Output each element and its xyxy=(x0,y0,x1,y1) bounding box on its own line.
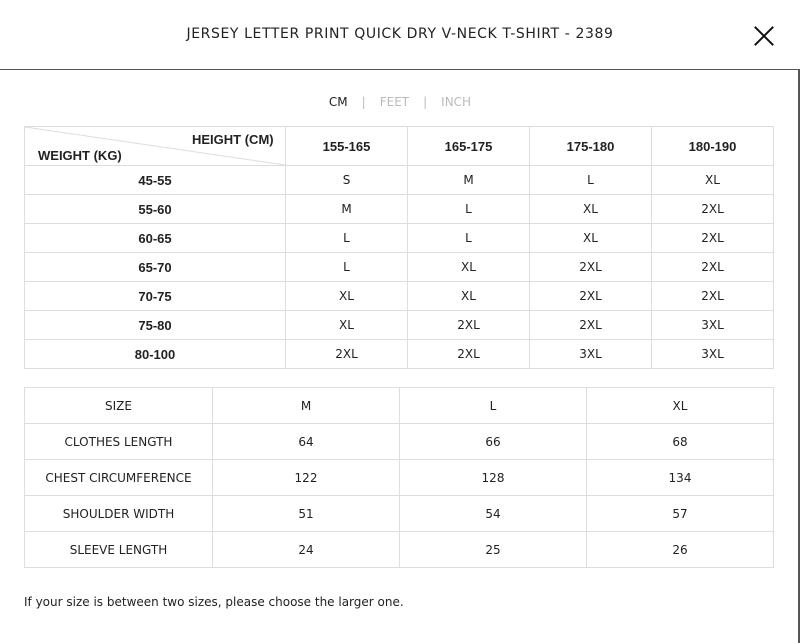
size-cell: 2XL xyxy=(530,253,652,282)
weight-range-cell: 60-65 xyxy=(25,224,286,253)
table-row xyxy=(25,166,774,195)
measurement-value: 64 xyxy=(213,424,400,460)
measurement-value: 122 xyxy=(213,460,400,496)
measurement-value: 26 xyxy=(587,532,774,568)
weight-range-cell: 80-100 xyxy=(25,340,286,369)
modal-header xyxy=(0,0,800,70)
size-cell: L xyxy=(286,224,408,253)
measurement-value: 24 xyxy=(213,532,400,568)
measurement-value: 54 xyxy=(400,496,587,532)
table-row xyxy=(25,282,774,311)
size-cell: M xyxy=(408,166,530,195)
weight-range-cell: 45-55 xyxy=(25,166,286,195)
size-cell: 2XL xyxy=(408,340,530,369)
measurement-value: 134 xyxy=(587,460,774,496)
size-cell: L xyxy=(408,195,530,224)
size-column-header: XL xyxy=(587,388,774,424)
size-cell: 2XL xyxy=(652,282,774,311)
weight-range-cell: 65-70 xyxy=(25,253,286,282)
table-row xyxy=(25,224,774,253)
measurement-value: 66 xyxy=(400,424,587,460)
size-column-header: M xyxy=(213,388,400,424)
measurement-value: 68 xyxy=(587,424,774,460)
size-cell: XL xyxy=(408,282,530,311)
table-row xyxy=(25,195,774,224)
size-cell: 2XL xyxy=(652,224,774,253)
height-range-header: 155-165 xyxy=(286,127,408,166)
size-cell: 2XL xyxy=(530,282,652,311)
weight-range-cell: 75-80 xyxy=(25,311,286,340)
size-advice-note: If your size is between two sizes, please choose the larger one. xyxy=(24,595,404,609)
size-cell: 2XL xyxy=(286,340,408,369)
size-cell: 2XL xyxy=(530,311,652,340)
measurement-value: 51 xyxy=(213,496,400,532)
measurement-value: 25 xyxy=(400,532,587,568)
size-cell: 3XL xyxy=(652,311,774,340)
weight-range-cell: 70-75 xyxy=(25,282,286,311)
weight-range-cell: 55-60 xyxy=(25,195,286,224)
size-cell: 2XL xyxy=(652,195,774,224)
unit-cm[interactable]: CM xyxy=(328,95,348,109)
size-header-label: SIZE xyxy=(25,388,213,424)
size-cell: 2XL xyxy=(652,253,774,282)
unit-divider: | xyxy=(361,95,366,109)
measurement-label: SLEEVE LENGTH xyxy=(25,532,213,568)
measurements-table xyxy=(24,387,774,568)
size-cell: 3XL xyxy=(652,340,774,369)
measurement-value: 57 xyxy=(587,496,774,532)
size-cell: XL xyxy=(652,166,774,195)
size-cell: XL xyxy=(286,311,408,340)
size-cell: M xyxy=(286,195,408,224)
table-row xyxy=(25,532,774,568)
size-cell: L xyxy=(286,253,408,282)
size-cell: L xyxy=(530,166,652,195)
size-cell: L xyxy=(408,224,530,253)
table-row xyxy=(25,253,774,282)
size-cell: XL xyxy=(408,253,530,282)
height-range-header: 175-180 xyxy=(530,127,652,166)
table-row xyxy=(25,340,774,369)
measurement-label: CHEST CIRCUMFERENCE xyxy=(25,460,213,496)
unit-divider: | xyxy=(423,95,428,109)
measurement-label: CLOTHES LENGTH xyxy=(25,424,213,460)
page-title: JERSEY LETTER PRINT QUICK DRY V-NECK T-SHIRT - 2389 xyxy=(186,26,614,42)
table-row xyxy=(25,496,774,532)
close-icon[interactable] xyxy=(752,24,776,48)
table-row xyxy=(25,460,774,496)
height-range-header: 180-190 xyxy=(652,127,774,166)
table-row xyxy=(25,424,774,460)
size-cell: 3XL xyxy=(530,340,652,369)
table-row xyxy=(25,311,774,340)
size-column-header: L xyxy=(400,388,587,424)
measurement-value: 128 xyxy=(400,460,587,496)
size-cell: XL xyxy=(530,224,652,253)
size-cell: XL xyxy=(530,195,652,224)
size-cell: XL xyxy=(286,282,408,311)
unit-feet[interactable]: FEET xyxy=(379,95,410,109)
table-header-row xyxy=(25,127,774,166)
weight-axis-label: WEIGHT (KG) xyxy=(38,148,122,163)
unit-switcher xyxy=(0,95,800,109)
unit-inch[interactable]: INCH xyxy=(441,95,472,109)
height-axis-label: HEIGHT (CM) xyxy=(192,132,274,147)
diagonal-header-cell xyxy=(25,127,286,166)
measurement-label: SHOULDER WIDTH xyxy=(25,496,213,532)
height-range-header: 165-175 xyxy=(408,127,530,166)
size-recommendation-table xyxy=(24,126,774,369)
size-cell: 2XL xyxy=(408,311,530,340)
size-cell: S xyxy=(286,166,408,195)
table-header-row xyxy=(25,388,774,424)
